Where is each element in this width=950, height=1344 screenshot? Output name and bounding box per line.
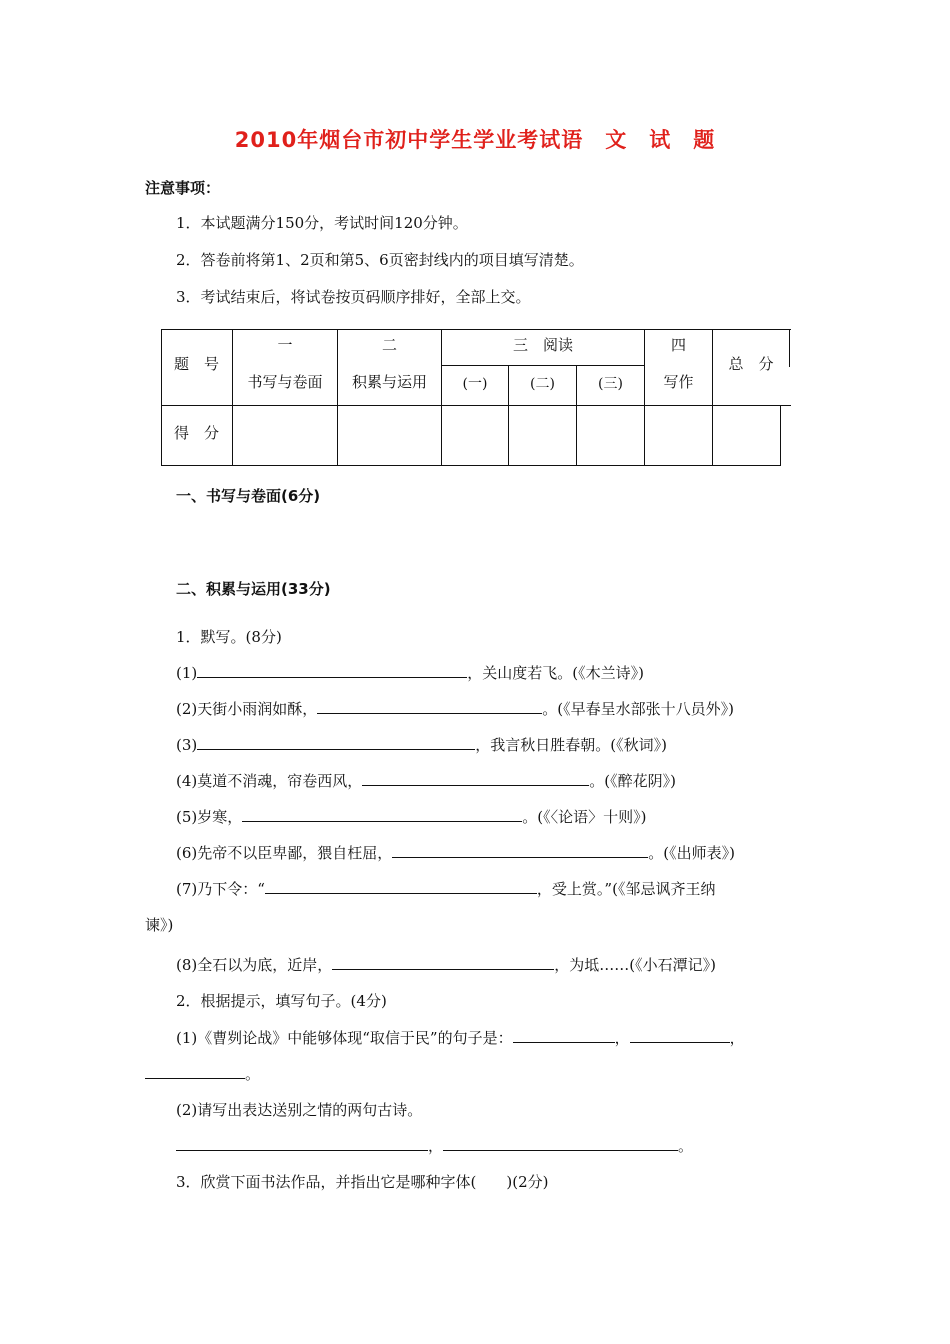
fill-line: (1)《曹刿论战》中能够体现“取信于民”的句子是： ， ， (176, 1029, 745, 1047)
question-heading: 2．根据提示，填写句子。(4分) (176, 992, 387, 1010)
fill-line: (4)莫道不消魂，帘卷西风， 。(《醉花阴》) (176, 772, 676, 790)
question-heading: 1．默写。(8分) (176, 628, 282, 646)
row-label-score: 得 分 (173, 424, 219, 442)
fill-line: (3) ，我言秋日胜春朝。(《秋词》) (176, 736, 667, 754)
col4-number: 四 (670, 336, 686, 354)
score-table (161, 329, 791, 466)
answer-blank[interactable] (392, 842, 648, 858)
answer-blank[interactable] (145, 1063, 245, 1079)
col1-number: 一 (277, 336, 293, 354)
notice-item: 1．本试题满分150分，考试时间120分钟。 (176, 214, 468, 232)
col3-sub: (一) (462, 376, 488, 392)
answer-blank[interactable] (176, 1135, 428, 1151)
notice-heading: 注意事项： (145, 179, 221, 197)
section-heading: 一、书写与卷面(6分) (176, 487, 321, 505)
answer-blank[interactable] (630, 1027, 730, 1043)
col1-name: 书写与卷面 (247, 373, 323, 391)
answer-blank[interactable] (265, 878, 537, 894)
answer-blank[interactable] (197, 662, 467, 678)
col3-header: 三 阅读 (512, 336, 573, 354)
row-label-question: 题 号 (173, 355, 219, 373)
col2-name: 积累与运用 (351, 373, 427, 391)
fill-line: (8)全石以为底，近岸， ，为坻……(《小石潭记》) (176, 956, 716, 974)
col2-number: 二 (381, 336, 397, 354)
fill-line: (1) ，关山度若飞。(《木兰诗》) (176, 664, 644, 682)
sub-question: (2)请写出表达送别之情的两句古诗。 (176, 1101, 423, 1119)
page-title: 2010年烟台市初中学生学业考试语 文 试 题 (234, 128, 716, 152)
fill-line: (6)先帝不以臣卑鄙，猥自枉屈， 。(《出师表》) (176, 844, 735, 862)
col3-sub: (三) (598, 376, 623, 392)
answer-blank[interactable] (317, 698, 542, 714)
answer-blank[interactable] (242, 806, 522, 822)
notice-item: 2．答卷前将第1、2页和第5、6页密封线内的项目填写清楚。 (176, 251, 584, 269)
fill-line: (5)岁寒， 。(《〈论语〉十则》) (176, 808, 647, 826)
fill-line-continuation: 谏》) (145, 916, 174, 934)
fill-line: 。 (145, 1063, 260, 1084)
answer-blank[interactable] (197, 734, 475, 750)
answer-blank[interactable] (443, 1135, 678, 1151)
answer-blank[interactable] (513, 1027, 615, 1043)
answer-blank[interactable] (332, 954, 554, 970)
question-heading: 3．欣赏下面书法作品，并指出它是哪种字体( )(2分) (176, 1173, 549, 1191)
fill-line: (7)乃下令：“ ，受上赏。”(《邹忌讽齐王纳 (176, 880, 716, 898)
total-label: 总 分 (728, 355, 774, 373)
fill-line: ， 。 (176, 1135, 693, 1156)
notice-item: 3．考试结束后，将试卷按页码顺序排好，全部上交。 (176, 288, 531, 306)
col3-sub: (二) (530, 376, 555, 392)
answer-blank[interactable] (362, 770, 589, 786)
col4-name: 写作 (663, 373, 694, 391)
section-heading: 二、积累与运用(33分) (176, 580, 331, 598)
fill-line: (2)天街小雨润如酥， 。(《早春呈水部张十八员外》) (176, 700, 734, 718)
